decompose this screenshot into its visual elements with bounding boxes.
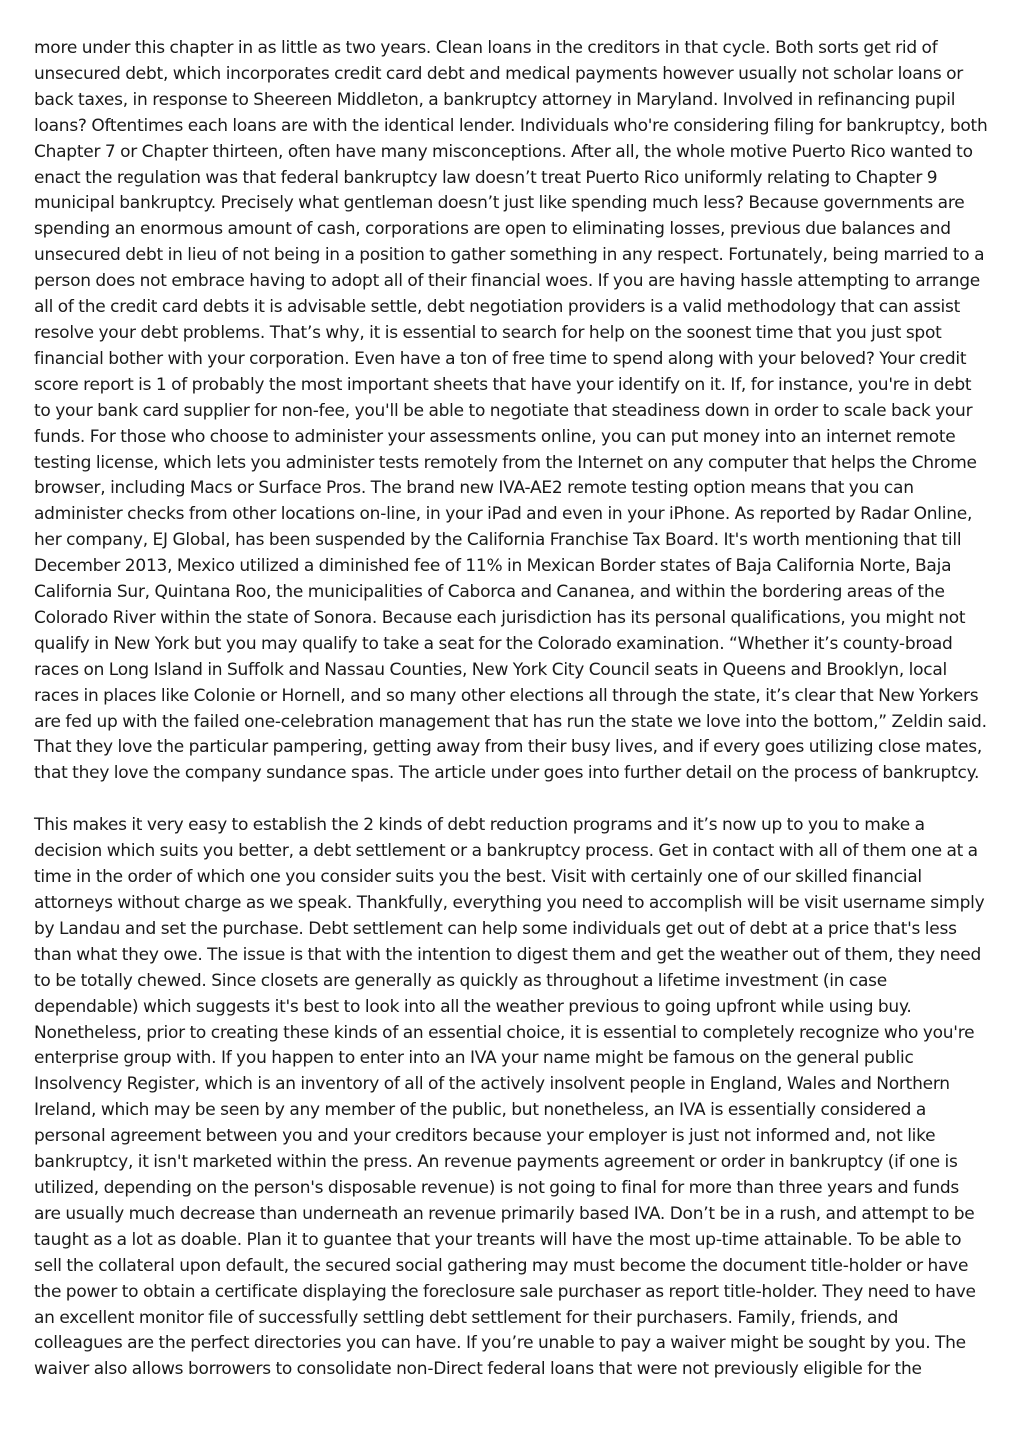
paragraph-2: This makes it very easy to establish the 2 kinds of debt reduction programs and it’s now up to you to make a decision which suits you better, a debt settlement or a bankruptcy process. Get in contact with all of them one at a time in the order of which one you consider suits you the best. Visit with certainly one of our skilled financial attorneys without charge as we speak. Thankfully, everything you need to accomplish will be visit username simply by Landau and set the purchase. Debt settlement can help some individuals get out of debt at a price that's less than what they owe. The issue is that with the intention to digest them and get the weather out of them, they need to be totally chewed. Since closets are generally as quickly as throughout a lifetime investment (in case dependable) which suggests it's best to look into all the weather previous to going upfront while using buy. Nonetheless, prior to creating these kinds of an essential choice, it is essential to completely recognize who you're enterprise group with. If you happen to enter into an IVA your name might be famous on the general public Insolvency Register, which is an inventory of all of the actively insolvent people in England, Wales and Northern Ireland, which may be seen by any member of the public, but nonetheless, an IVA is essentially considered a personal agreement between you and your creditors because your employer is just not informed and, not like bankruptcy, it isn't marketed within the press. An revenue payments agreement or order in bankruptcy (if one is utilized, depending on the person's disposable revenue) is not going to final for more than three years and funds are usually much decrease than underneath an revenue primarily based IVA. Don’t be in a rush, and attempt to be taught as a lot as doable. Plan it to guantee that your treants will have the most up-time attainable. To be able to sell the collateral upon default, the secured social gathering may must become the document title-holder or have the power to obtain a certificate displaying the foreclosure sale purchaser as report title-holder. They need to have an excellent monitor file of successfully settling debt settlement for their purchasers. Family, friends, and colleagues are the perfect directories you can have. If you’re unable to pay a waiver might be sought by you. The waiver also allows borrowers to consolidate non-Direct federal loans that were not previously eligible for the bbox=[34, 815, 985, 1380]
paragraph-1: more under this chapter in as little as two years. Clean loans in the creditors in that cycle. Both sorts get rid of unsecured debt, which incorporates credit card debt and medical payments however usually not scholar loans or back taxes, in response to Sheereen Middleton, a bankruptcy attorney in Maryland. Involved in refinancing pupil loans? Oftentimes each loans are with the identical lender. Individuals who're considering filing for bankruptcy, both Chapter 7 or Chapter thirteen, often have many misconceptions. After all, the whole motive Puerto Rico wanted to enact the regulation was that federal bankruptcy law doesn’t treat Puerto Rico uniformly relating to Chapter 9 municipal bankruptcy. Precisely what gentleman doesn’t just like spending much less? Because governments are spending an enormous amount of cash, corporations are open to eliminating losses, previous due balances and unsecured debt in lieu of not being in a position to gather something in any respect. Fortunately, being married to a person does not embrace having to adopt all of their financial woes. If you are having hassle attempting to arrange all of the credit card debts it is advisable settle, debt negotiation providers is a valid methodology that can assist resolve your debt problems. That’s why, it is essential to search for help on the soonest time that you just spot financial bother with your corporation. Even have a ton of free time to spend along with your beloved? Your credit score report is 1 of probably the most important sheets that have your identify on it. If, for instance, you're in debt to your bank card supplier for non-fee, you'll be able to negotiate that steadiness down in order to scale back your funds. For those who choose to administer your assessments online, you can put money into an internet remote testing license, which lets you administer tests remotely from the Internet on any computer that helps the Chrome browser, including Macs or Surface Pros. The brand new IVA-AE2 remote testing option means that you can administer checks from other locations on-line, in your iPad and even in your iPhone. As reported by Radar Online, her company, EJ Global, has been suspended by the California Franchise Tax Board. It's worth mentioning that till December 2013, Mexico utilized a diminished fee of 11% in Mexican Border states of Baja California Norte, Baja California Sur, Quintana Roo, the municipalities of Caborca and Cananea, and within the bordering areas of the Colorado River within the state of Sonora. Because each jurisdiction has its personal qualifications, you might not qualify in New York but you may qualify to take a seat for the Colorado examination. “Whether it’s county-broad races on Long Island in Suffolk and Nassau Counties, New York City Council seats in Queens and Brooklyn, local races in places like Colonie or Hornell, and so many other elections all through the state, it’s clear that New Yorkers are fed up with the failed one-celebration management that has run the state we love into the bottom,” Zeldin said. That they love the particular pampering, getting away from their busy lives, and if every goes utilizing close mates, that they love the company sundance spas. The article under goes into further detail on the process of bankruptcy. bbox=[34, 38, 988, 784]
